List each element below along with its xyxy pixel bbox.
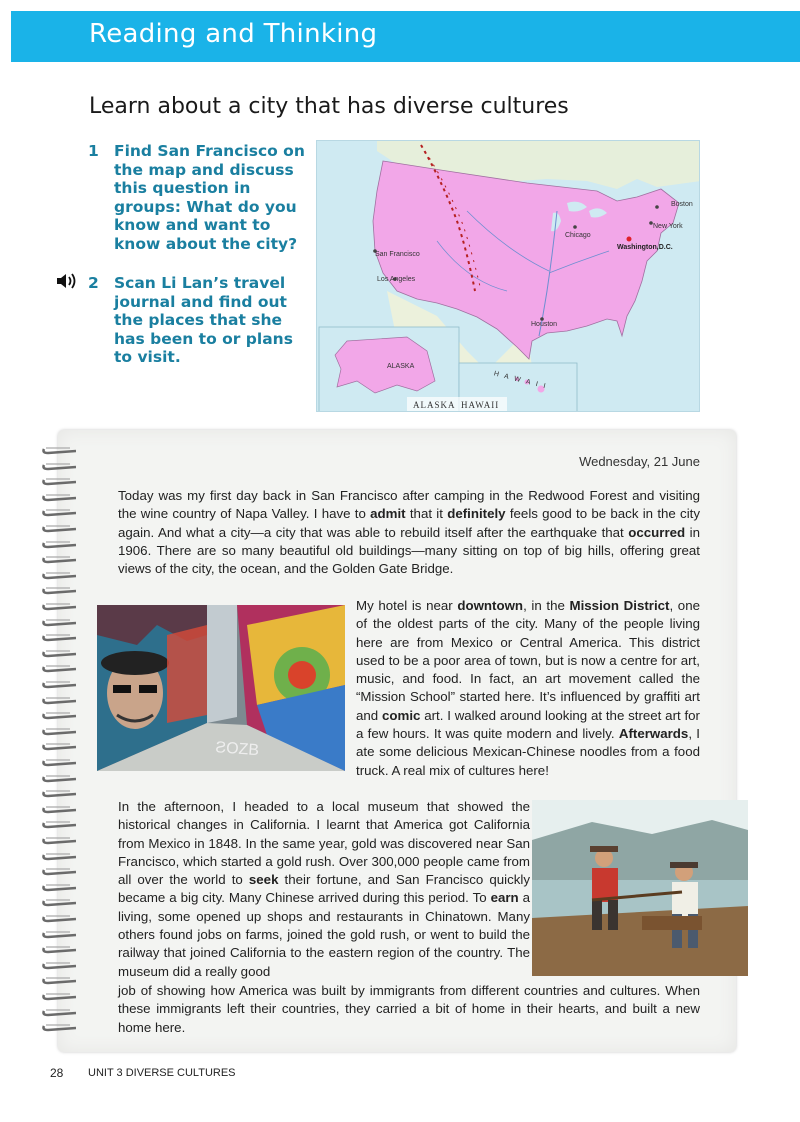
spiral-ring	[40, 836, 76, 846]
vocab-admit: admit	[370, 506, 406, 522]
journal-paragraph-2: My hotel is near downtown, in the Mission District, one of the oldest parts of the city. Many of the people living here are from Mexico or Central America. This district used to be a poor area of town, but is now a centre for art, music, and food. In fact, an art movement called the “Mission School” started here. It’s influenced by graffiti art and comic art. I walked around looking at the street art for a few hours. It was quite modern and lively. Afterwards, I ate some delicious Mexican-Chinese noodles from a food truck. A real mix of cultures here!	[356, 598, 700, 778]
vocab-downtown: downtown	[457, 598, 524, 613]
spiral-ring	[40, 633, 76, 643]
map-label-alaska: ALASKA	[387, 363, 415, 370]
journal-paragraph-1: Today was my first day back in San Francisco after camping in the Redwood Forest and visiting the wine country of Napa Valley. I have to admit that it definitely feels good to be back in the city again. And what a city—a city that was able to rebuild itself after the earthquake that occurred in 1906. There are so many beautiful old buildings—many sitting on top of big hills, offering great views of the city, the ocean, and the Golden Gate Bridge.	[118, 488, 701, 577]
notebook-spiral	[40, 446, 82, 1046]
spiral-ring	[40, 602, 76, 612]
section-title: Reading and Thinking	[89, 19, 378, 49]
vocab-seek: seek	[248, 872, 279, 888]
street-art-image	[97, 605, 345, 771]
map-label-san-francisco: San Francisco	[375, 251, 420, 258]
vocab-mission-district: Mission District	[569, 598, 670, 613]
spiral-ring	[40, 711, 76, 721]
spiral-ring	[40, 571, 76, 581]
gold-rush-illustration	[532, 800, 748, 976]
spiral-ring	[40, 742, 76, 752]
map-label-chicago: Chicago	[565, 232, 591, 239]
spiral-ring	[40, 945, 76, 955]
map-label-houston: Houston	[531, 321, 558, 328]
spiral-ring	[40, 680, 76, 690]
question-2	[88, 274, 310, 367]
capital-marker	[627, 237, 632, 242]
audio-speaker-icon[interactable]	[55, 272, 77, 290]
question-text: Find San Francisco on the map and discuss this question in groups: What do you know and want to know about the city?	[114, 142, 305, 253]
spiral-ring	[40, 1023, 76, 1033]
spiral-ring	[40, 774, 76, 784]
spiral-ring	[40, 493, 76, 503]
vocab-afterwards: Afterwards	[618, 726, 689, 742]
spiral-ring	[40, 867, 76, 877]
spiral-ring	[40, 477, 76, 487]
map-label-washington: Washington,D.C.	[617, 244, 673, 251]
spiral-ring	[40, 961, 76, 971]
map-label-los-angeles: Los Angeles	[377, 276, 416, 283]
map-label-alaska-box: ALASKA	[413, 400, 456, 410]
vocab-earn: earn	[490, 890, 519, 906]
question-number: 1	[88, 142, 99, 160]
spiral-ring	[40, 446, 76, 456]
mission-street-art-photo	[97, 605, 345, 771]
spiral-ring	[40, 883, 76, 893]
spiral-ring	[40, 805, 76, 815]
section-banner	[11, 11, 800, 62]
spiral-ring	[40, 820, 76, 830]
journal-paragraph-3: In the afternoon, I headed to a local museum that showed the historical changes in California. I learnt that America got California from Mexico in 1848. In the same year, gold was discovered near San Francisco, which started a gold rush. Over 300,000 people came from all over the world to seek their fortune, and San Francisco quickly became a big city. Many Chinese arrived during this period. To earn a living, some opened up shops and restaurants in Chinatown. Many others found jobs on farms, joined the gold rush, or went to build the railway that joined California to the eastern region of the country. The museum did a really good	[118, 799, 530, 979]
spiral-ring	[40, 976, 76, 986]
usa-map-graphic	[317, 141, 700, 412]
spiral-ring	[40, 1008, 76, 1018]
spiral-ring	[40, 524, 76, 534]
lesson-heading: Learn about a city that has diverse cultures	[89, 94, 569, 119]
journal-paragraph-3-continued: job of showing how America was built by immigrants from different countries and cultures. When these immigrants left their countries, they carried a bit of home in their hearts, and built a new home here.	[118, 983, 700, 1035]
spiral-ring	[40, 852, 76, 862]
spiral-ring	[40, 618, 76, 628]
spiral-ring	[40, 696, 76, 706]
page-number: 28	[50, 1066, 64, 1080]
map-label-new-york: New York	[653, 223, 683, 230]
map-label-boston: Boston	[671, 201, 693, 208]
spiral-ring	[40, 540, 76, 550]
spiral-ring	[40, 508, 76, 518]
spiral-ring	[40, 758, 76, 768]
spiral-ring	[40, 930, 76, 940]
map-label-hawaii-box: HAWAII	[461, 400, 500, 410]
question-number: 2	[88, 274, 99, 292]
spiral-ring	[40, 914, 76, 924]
spiral-ring	[40, 898, 76, 908]
svg-text:ƧOZB: ƧOZB	[214, 739, 260, 760]
vocab-comic: comic	[381, 707, 421, 723]
question-1	[88, 142, 310, 253]
journal-date: Wednesday, 21 June	[579, 454, 700, 469]
usa-map	[316, 140, 700, 412]
spiral-ring	[40, 586, 76, 596]
spiral-ring	[40, 727, 76, 737]
vocab-occurred: occurred	[628, 524, 686, 540]
gold-rush-image	[532, 800, 748, 976]
spiral-ring	[40, 649, 76, 659]
spiral-ring	[40, 555, 76, 565]
spiral-ring	[40, 664, 76, 674]
spiral-ring	[40, 789, 76, 799]
question-text: Scan Li Lan’s travel journal and find out the places that she has been to or plans to visit.	[114, 274, 293, 367]
vocab-definitely: definitely	[447, 506, 506, 522]
spiral-ring	[40, 462, 76, 472]
spiral-ring	[40, 992, 76, 1002]
unit-title: UNIT 3 DIVERSE CULTURES	[88, 1067, 236, 1079]
map-label-hawaii: H A W A I I	[492, 370, 549, 391]
